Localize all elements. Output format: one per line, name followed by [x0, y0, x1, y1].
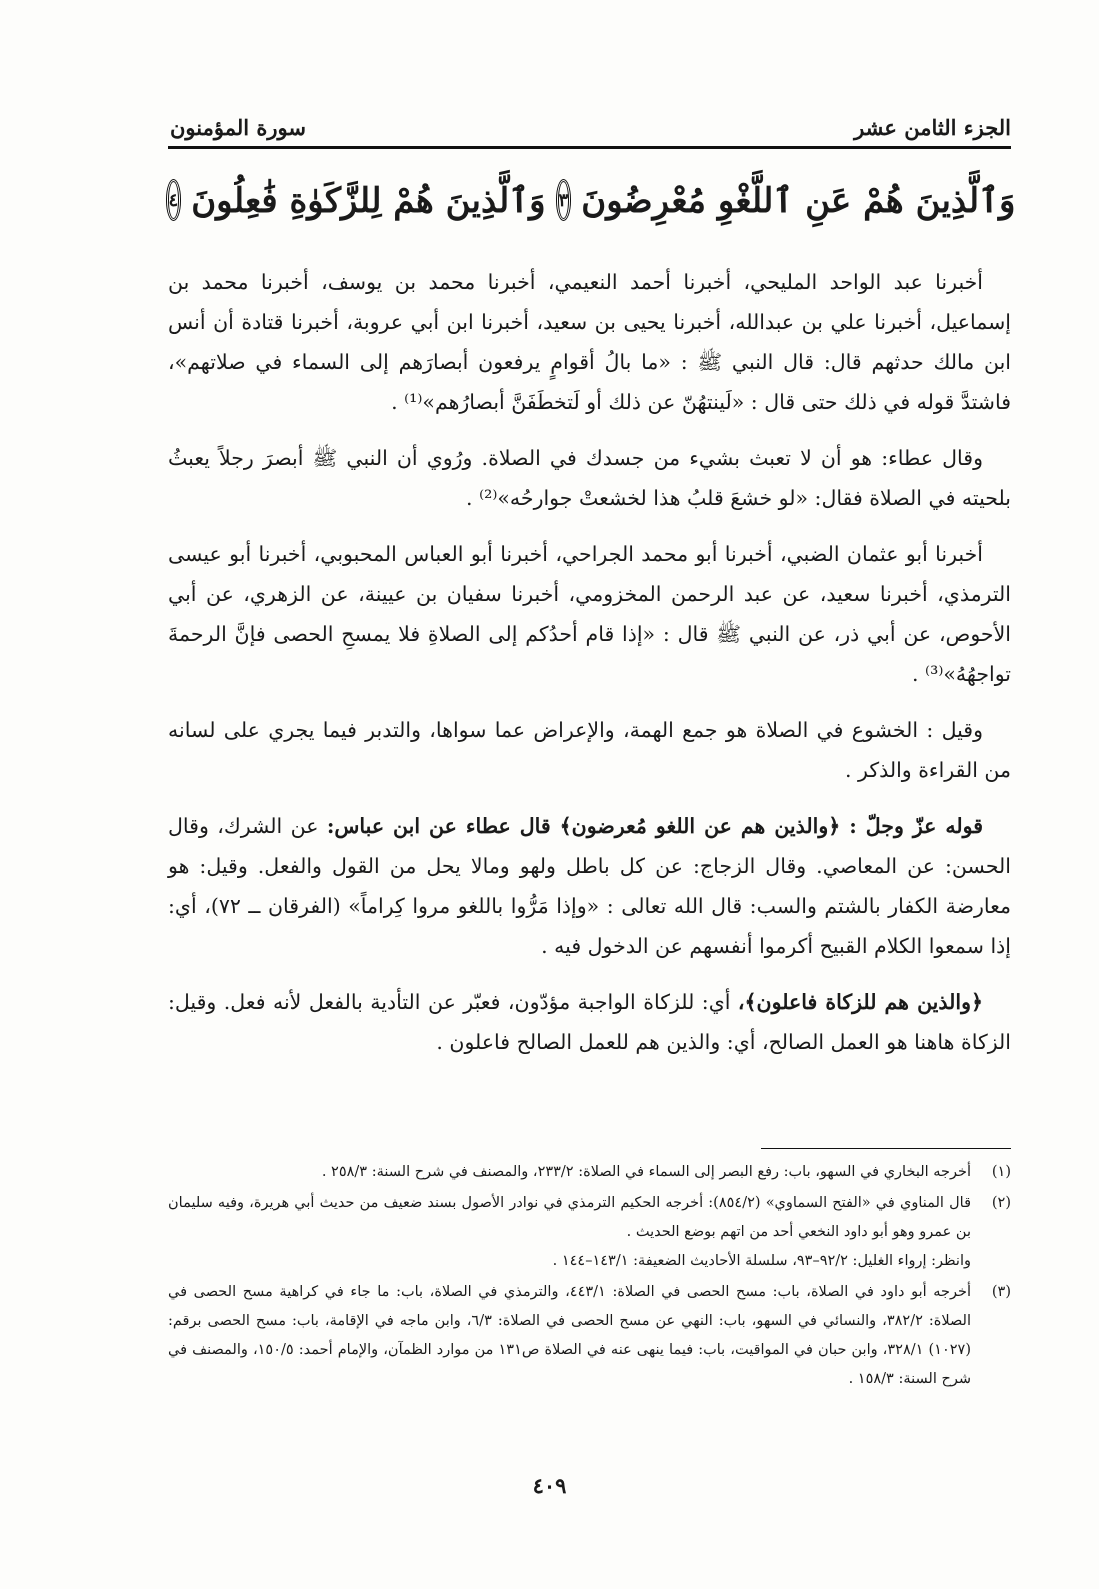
- footnote-line: أخرجه البخاري في السهو، باب: رفع البصر إلى السماء في الصلاة: ٢٣٣/٢، والمصنف في شرح السنة: ٢٥٨/٣ .: [321, 1164, 971, 1180]
- footnote-number: (٢): [991, 1195, 1011, 1211]
- footnote: [168, 1189, 1011, 1276]
- footnote-text: [168, 1189, 971, 1276]
- commentary-text: أي: للزكاة الواجبة مؤدّون، فعبّر عن التأدية بالفعل لأنه فعل. وقيل: الزكاة هاهنا هو العمل الصالح، أي: والذين هم للعمل الصالح فاعلون .: [168, 990, 1011, 1054]
- footnotes: [168, 1158, 1011, 1396]
- paragraph: أخبرنا عبد الواحد المليحي، أخبرنا أحمد النعيمي، أخبرنا محمد بن يوسف، أخبرنا محمد بن إسماعيل، أخبرنا علي بن عبدالله، أخبرنا يحيى بن سعيد، أخبرنا ابن أبي عروبة، أخبرنا قتادة أن أنس ابن مالك حدثهم قال: قال النبي ﷺ : «ما بالُ أقوامٍ يرفعون أبصارَهم إلى السماء في صلاتهم»، فاشتدَّ قوله في ذلك حتى قال : «لَينتهُنّ عن ذلك أو لَتخطَفَنَّ أبصارُهم»⁽¹⁾ .: [168, 270, 1011, 414]
- page-header: [170, 96, 1011, 140]
- paragraph: [168, 806, 1011, 966]
- footnote: [168, 1278, 1011, 1394]
- page-number: ٤٠٩: [532, 1473, 567, 1498]
- paragraph: [168, 982, 1011, 1062]
- verse-segment: وَٱلَّذِينَ هُمْ لِلزَّكَوٰةِ فَٰعِلُونَ: [191, 180, 546, 221]
- part-title: الجزء الثامن عشر: [854, 115, 1011, 140]
- surah-title: سورة المؤمنون: [170, 115, 306, 140]
- footnote: [168, 1158, 1011, 1187]
- ayah-number-marker: ٣: [556, 179, 572, 221]
- footnote-line: وانظر: إرواء الغليل: ٩٢/٢–٩٣، سلسلة الأحاديث الضعيفة: ١٤٣/١–١٤٤ .: [552, 1253, 971, 1269]
- commentary-text: عن الشرك، وقال الحسن: عن المعاصي. وقال الزجاج: عن كل باطل ولهو ومالا يحل من القول والفعل. وقيل: هو معارضة الكفار بالشتم والسب: قال الله تعالى : «وإذا مَرُّوا باللغو مروا كِراماً» (الفرقان ــ ٧٢)، أي: إذا سمعوا الكلام القبيح أكرموا أنفسهم عن الدخول فيه .: [168, 814, 1011, 958]
- paragraph: أخبرنا أبو عثمان الضبي، أخبرنا أبو محمد الجراحي، أخبرنا أبو العباس المحبوبي، أخبرنا أبو عيسى الترمذي، أخبرنا سعيد، عن عبد الرحمن المخزومي، أخبرنا سفيان بن عيينة، عن الزهري، عن أبي الأحوص، عن أبي ذر، عن النبي ﷺ قال : «إذا قام أحدُكم إلى الصلاةِ فلا يمسحِ الحصى فإنَّ الرحمةَ تواجهُهُ»⁽³⁾ .: [168, 542, 1011, 686]
- quran-verse: [168, 160, 1016, 240]
- footnote-number: (١): [991, 1164, 1011, 1180]
- footnote-text: [168, 1158, 971, 1187]
- footnote-line: قال المناوي في «الفتح السماوي» (٨٥٤/٢): أخرجه الحكيم الترمذي في نوادر الأصول بسند ضعيف من حديث أبي هريرة، وفيه سليمان بن عمرو وهو أبو داود النخعي أحد من اتهم بوضع الحديث .: [168, 1195, 971, 1240]
- header-rule: [168, 146, 1011, 149]
- footnote-text: [168, 1278, 971, 1394]
- footnote-separator: [761, 1148, 1011, 1149]
- verse-segment: وَٱلَّذِينَ هُمْ عَنِ ٱللَّغْوِ مُعْرِضُونَ: [581, 180, 1016, 221]
- main-text: [168, 262, 1011, 1078]
- paragraph: وقيل : الخشوع في الصلاة هو جمع الهمة، والإعراض عما سواها، والتدبر فيما يجري على لسانه من القراءة والذكر .: [168, 718, 1011, 782]
- verse-quote: قوله عزّ وجلّ : ﴿والذين هم عن اللغو مُعرضون﴾ قال عطاء عن ابن عباس:: [326, 814, 983, 838]
- footnote-number: (٣): [991, 1284, 1011, 1300]
- ayah-number-marker: ٤: [166, 179, 182, 221]
- paragraph: وقال عطاء: هو أن لا تعبث بشيء من جسدك في الصلاة. ورُوي أن النبي ﷺ أبصرَ رجلاً يعبثُ بلحيته في الصلاة فقال: «لو خشعَ قلبُ هذا لخشعتْ جوارحُه»⁽²⁾ .: [168, 446, 1011, 510]
- footnote-line: أخرجه أبو داود في الصلاة، باب: مسح الحصى في الصلاة: ٤٤٣/١، والترمذي في الصلاة، باب: ما جاء في كراهية مسح الحصى في الصلاة: ٣٨٢/٢، والنسائي في السهو، باب: النهي عن مسح الحصى في الصلاة: ٦/٣، وابن ماجه في الإقامة، باب: مسح الحصى برقم: (١٠٢٧) ٣٢٨/١، وابن حبان في المواقيت، باب: فيما ينهى عنه في الصلاة ص١٣١ من موارد الظمآن، والإمام أحمد: ١٥٠/٥، والمصنف في شرح السنة: ١٥٨/٣ .: [168, 1284, 972, 1387]
- verse-quote: ﴿والذين هم للزكاة فاعلون﴾،: [737, 990, 984, 1014]
